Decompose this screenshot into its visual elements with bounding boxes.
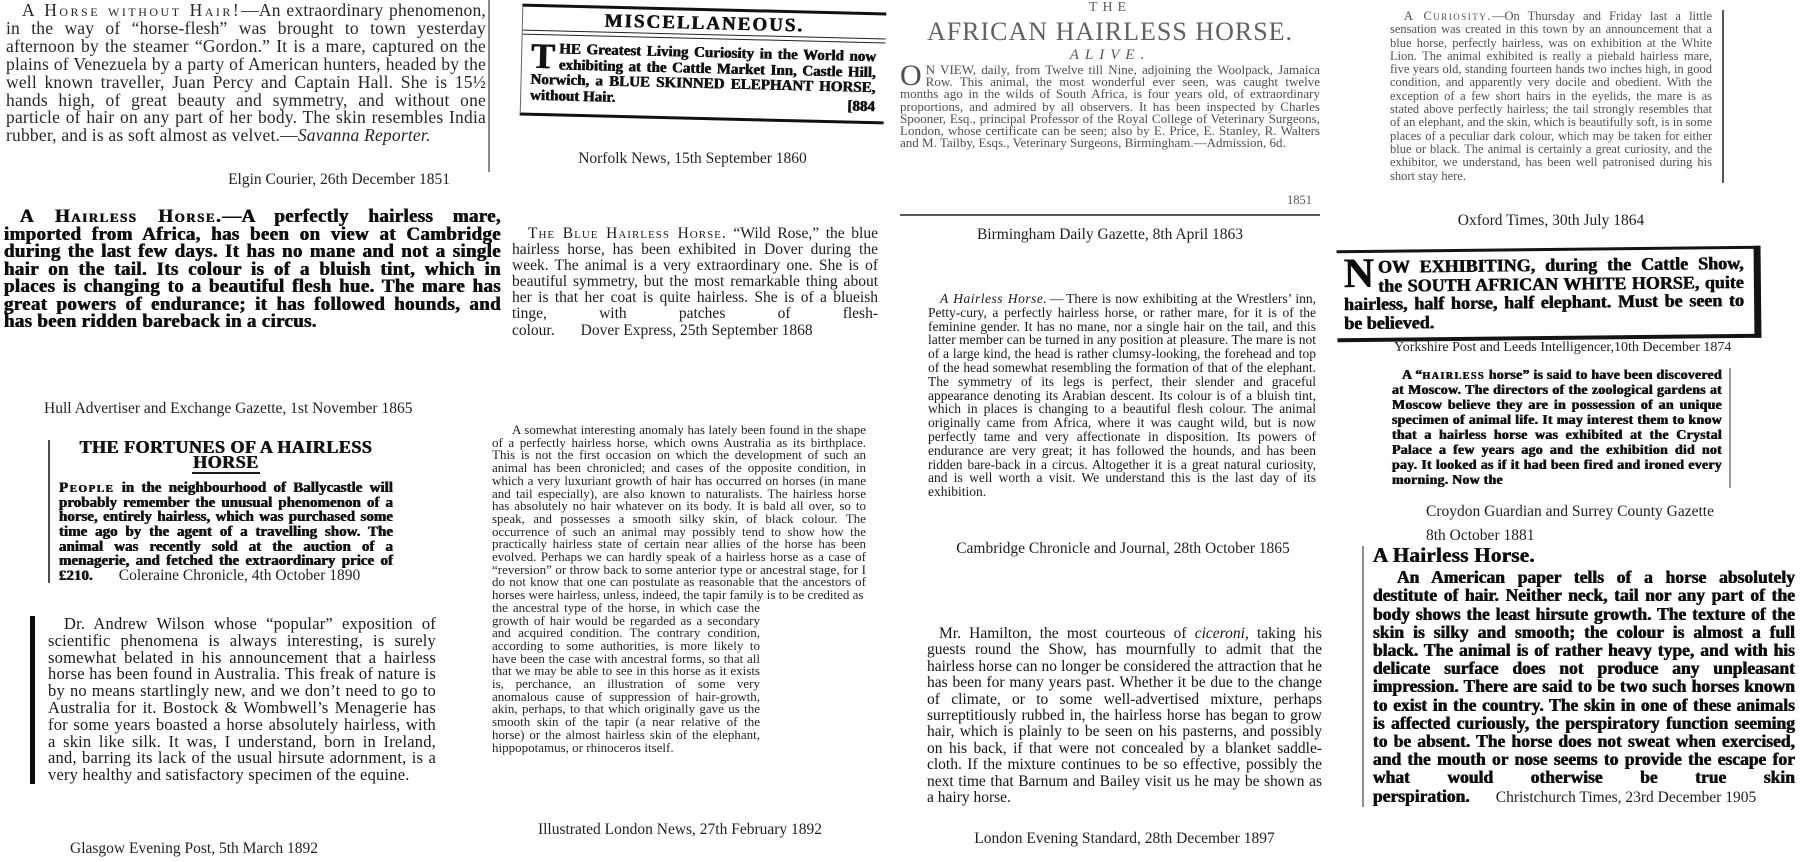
- clipping-elgin-courier: [6, 2, 486, 145]
- clipping-text: [927, 626, 1322, 806]
- source-caption: Illustrated London News, 27th February 1892: [537, 821, 823, 838]
- clipping-lead: A Curiosity.: [1404, 9, 1492, 23]
- clipping-headline: AFRICAN HAIRLESS HORSE.: [926, 17, 1294, 46]
- source-caption: Hull Advertiser and Exchange Gazette, 1st November 1865: [44, 400, 413, 417]
- clipping-text: [6, 2, 486, 145]
- clipping-body: OW EXHIBITING, during the Cattle Show, the SOUTH AFRICAN WHITE HORSE, quite hairless, half horse, half elephant. Must be seen to be believed.: [1343, 252, 1745, 333]
- clipping-body: is said to have been discovered at Moscow. The directors of the zoological gardens at Moscow believe they are in possession of an unique specimen of animal life. It may interest them to know that a hairless horse was exhibited at the Crystal Palace a few years ago and the exhibition did not pay. It looked as if it had been fired and ironed every morning. Now the: [1392, 368, 1722, 488]
- clipping-text: [1390, 10, 1712, 183]
- clipping-coleraine-chronicle: [48, 437, 393, 584]
- headline-kicker: THE: [1088, 0, 1132, 15]
- clipping-norfolk-news: [520, 4, 887, 125]
- drop-cap: N: [1343, 250, 1375, 298]
- clipping-lead: A Hairless Horse.: [20, 206, 223, 227]
- drop-cap: O: [900, 59, 922, 92]
- source-caption: Dover Express, 25th September 1868: [580, 321, 813, 339]
- clipping-text: [900, 59, 1320, 151]
- clipping-body: “Wild Rose,” the blue hairless horse, has been exhibited in Dover during the week. The animal is a very extraordinary one. She is of beautiful symmetry, but the most remarkable thing about her is that her coat is quite hairless. She is of a blueish tinge, with patches of flesh-colour.: [512, 225, 878, 339]
- clipping-lead: A “: [1402, 368, 1423, 383]
- clipping-signature: Savanna Reporter.: [297, 125, 431, 146]
- italic-word: ciceroni: [1194, 625, 1245, 642]
- advert-number: 1851: [1287, 193, 1312, 207]
- clipping-headline: A Hairless Horse.: [1373, 543, 1535, 567]
- clipping-text: [928, 292, 1316, 499]
- advert-number: [884: [847, 98, 876, 115]
- clipping-lead: A Horse without Hair!: [22, 0, 242, 20]
- clipping-body: —On Thursday and Friday last a little sensation was created in this town by an announcement that a blue horse, perfectly hairless, was on exhibition at the White Lion. The animal exhibited is really a piebald hairless mare, five years old, standing fourteen hands two inches high, in good condition, and apparently very docile and obedient. With the exception of a few short hairs in the eyelids, the mare is as stated above perfectly hairless; the tail strongly resembles that of an elephant, and the skin, which is beautifully soft, is in some places of a peculiar dark colour, which may be taken for either blue or black. The animal is certainly a great curiosity, and the exhibitor, we understand, has been well patronised during his short stay here.: [1390, 9, 1712, 183]
- clipping-body: the ancestral type of the horse, in which case the growth of hair would be regarded as a secondary and acquired condition. The contrary condition, according to some authorities, is more likely to have been the case with ancestral forms, so that all that we may be able to see in this horse as it exists is, perchance, an illustration of some very anomalous cause of suppression of hair-growth, akin, perhaps, to that which originally gave us the smooth skin of the tapir (a near relative of the horse) or the almost hairless skin of the elephant, hippopotamus, or rhinoceros itself.: [492, 599, 760, 755]
- clipping-body: in the neighbourhood of Ballycastle will probably remember the unusual phenomenon of a horse, entirely hairless, which was purchased some time ago by the agent of a travelling show. The animal was recently sold at the auction of a menagerie, and fetched the extraordinary price of £210.: [59, 480, 393, 584]
- clipping-text: [59, 481, 393, 583]
- column-rule: [488, 0, 490, 172]
- clipping-subhead: ALIVE.: [1069, 47, 1151, 63]
- clipping-hull-advertiser: [4, 208, 501, 331]
- clipping-body: Mr. Hamilton, the most courteous of: [939, 625, 1195, 642]
- clipping-text-indented-column: [492, 599, 760, 755]
- clipping-dover-express: [512, 226, 878, 339]
- clipping-yorkshire-post: [1337, 246, 1762, 343]
- source-caption: Birmingham Daily Gazette, 8th April 1863: [976, 226, 1244, 243]
- clipping-body: Dr. Andrew Wilson whose “popular” exposition of scientific phenomena is always interesting, is surely somewhat belated in his announcement that a hairless horse has been found in Australia. This freak of nature is by no means startlingly new, and we don’t need to go to Australia for it. Bostock & Wombwell’s Menagerie has for some years boasted a horse absolutely hairless, with a skin like silk. It was, I understand, born in Ireland, and, barring its lack of the usual hirsute adornment, is a very healthy and satisfactory specimen of the equine.: [48, 614, 436, 785]
- source-caption: Elgin Courier, 26th December 1851: [228, 171, 450, 188]
- source-caption: Norfolk News, 15th September 1860: [578, 150, 807, 167]
- clipping-body: HE Greatest Living Curiosity in the World now exhibiting at the Cattle Market Inn, Castle Hill, Norwich, a BLUE SKINNED ELEPHANT HORSE, without Hair.: [529, 41, 877, 106]
- clipping-oxford-times: [1390, 10, 1724, 183]
- source-caption: Oxford Times, 30th July 1864: [1457, 212, 1645, 229]
- source-caption: Yorkshire Post and Leeds Intelligencer,10th December 1874: [1394, 340, 1732, 355]
- source-caption: Coleraine Chronicle, 4th October 1890: [118, 566, 361, 584]
- clipping-lead: A Hairless Horse.: [940, 291, 1048, 306]
- clipping-glasgow-evening-post: [30, 616, 436, 784]
- clipping-birmingham-daily-gazette: [900, 0, 1320, 216]
- clipping-headline: MISCELLANEOUS.: [604, 10, 805, 37]
- clipping-text: [1373, 568, 1795, 807]
- clipping-body: N VIEW, daily, from Twelve till Nine, adjoining the Woolpack, Jamaica Row. This animal, the most wonderful ever seen, was caught twelve months ago in the wilds of South Africa, is four years old, of extraordinary proportions, and admired by all observers. It has been inspected by Charles Spooner, Esq., principal Professor of the Royal College of Veterinary Surgeons, London, whose certificate can be seen; also by E. Price, E. Stanley, R. Walters and M. Tailby, Esqs., Veterinary Surgeons, Birmingham.—Admission, 6d.: [900, 62, 1320, 151]
- clipping-croydon-guardian: [1392, 368, 1731, 488]
- drop-cap: T: [530, 36, 556, 77]
- clipping-body: —An extraordinary phenomenon, in the way of “horse-flesh” was brought to town yesterday afternoon by the steamer “Gordon.” It is a mare, captured on the plains of Venezuela by a party of American hunters, headed by the well known traveller, Juan Percy and Captain Hall. She is 15½ hands high, of great beauty and symmetry, and without one particle of hair on any part of her body. The skin resembles India rubber, and is as soft almost as velvet.—: [6, 0, 486, 146]
- clipping-text: [1392, 368, 1722, 488]
- clipping-text: [492, 424, 866, 602]
- clipping-body: , taking his guests round the Show, has mournfully to admit that the hairless horse can no longer be considered the attraction that he has been for many years past. Whether it be due to the change of climate, or to some well-advertised mixture, perhaps surreptitiously rubbed in, the hairless horse has began to grow hair, which is plainly to be seen on his pasterns, and possibly on his back, if that were not concealed by a blanket saddle-cloth. If the mixture continues to be so effective, possibly the next time that Barnum and Bailey visit us he may be shown as a hairy horse.: [927, 625, 1322, 807]
- clipping-lead: horse”: [1485, 368, 1530, 383]
- clipping-body: —A perfectly hairless mare, imported from Africa, has been on view at Cambridge during the last few days. It has no mane and not a single hair on the tail. Its colour is of a bluish tint, which in places is changing to a beautiful flesh hue. The mare has great powers of endurance; it has followed hounds, and has been ridden bareback in a circus.: [4, 206, 501, 332]
- clipping-christchurch-times: [1362, 543, 1795, 807]
- clipping-lead-smallcaps: hairless: [1422, 368, 1486, 383]
- clipping-body: An American paper tells of a horse absolutely destitute of hair. Neither neck, tail nor any part of the body shows the least hirsute growth. The texture of the skin is silky and smooth; the colour is almost a full black. The animal is of rather heavy type, and with his delicate surface does not produce any unpleasant impression. There are said to be two such horses known to exist in the country. The skin in one of these animals is affected curiously, the perspiratory function seeming to be absent. The horse does not sweat when exercised, and the mouth or nose seems to provide the escape for what would otherwise be true skin perspiration.: [1373, 567, 1795, 806]
- source-caption-date: 8th October 1881: [1426, 527, 1535, 544]
- clipping-headline: THE FORTUNES OF A HAIRLESS HORSE: [79, 437, 373, 472]
- clipping-text: [1343, 250, 1745, 333]
- headline-rule: [192, 472, 260, 474]
- source-caption: London Evening Standard, 28th December 1897: [974, 830, 1275, 847]
- source-caption: Croydon Guardian and Surrey County Gazette: [1426, 503, 1714, 520]
- source-caption: Cambridge Chronicle and Journal, 28th October 1865: [956, 540, 1290, 557]
- source-caption: Glasgow Evening Post, 5th March 1892: [70, 840, 318, 857]
- clipping-body: — There is now exhibiting at the Wrestlers’ inn, Petty-cury, a perfectly hairless horse, or rather mare, for it is of the feminine gender. It has no mane, nor a single hair on the tail, and this latter member can be turned in any position at pleasure. The mare is not of a large kind, the head is rather clumsy-looking, the forehead and top of the head somewhat resembling the formation of that of the elephant. The symmetry of its legs is perfect, their slender and graceful appearance denoting its Arabian descent. Its colour is of a bluish tint, which in places is changing to a beautiful flesh colour. The animal originally came from Africa, where it was caught wild, but is now perfectly tame and very affectionate in disposition. Its powers of endurance are very great; it has followed the hounds, and has been ridden bare-back in a circus. Altogether it is a great natural curiosity, and is well worth a visit. We understand this is the last day of its exhibition.: [928, 291, 1316, 500]
- clipping-london-evening-standard: [927, 626, 1322, 806]
- source-caption: Christchurch Times, 23rd December 1905: [1495, 788, 1757, 806]
- clipping-body: A somewhat interesting anomaly has lately been found in the shape of a perfectly hairless horse, which owns Australia as its birthplace. This is not the first occasion on which the development of such an animal has been chronicled; and cases of the opposite condition, in which a very luxuriant growth of hair has occurred on horses (in mane and tail especially), are also known to naturalists. The hairless horse has absolutely no hair whatever on its body. It is bald all over, so to speak, and possesses a smooth silky skin, of black colour. The occurrence of such an animal may possibly tend to show how the practically hairless state of certain near allies of the horse has been evolved. Perhaps we can hardly speak of a hairless horse as a case of “reversion” or throw back to some anterior type or ancestral stage, for I do not know that one can postulate as reasonable that the ancestors of horses were hairless, unless, indeed, the tapir family is to be credited as: [492, 422, 866, 603]
- clipping-cambridge-chronicle: [928, 292, 1316, 499]
- clipping-lead: The Blue Hairless Horse.: [528, 225, 727, 242]
- clipping-text: [512, 226, 878, 339]
- clipping-text: [529, 36, 877, 112]
- clipping-illustrated-london-news: [492, 424, 866, 754]
- clipping-text: [4, 208, 501, 331]
- clipping-text: [48, 616, 436, 784]
- clipping-lead: People: [59, 480, 115, 497]
